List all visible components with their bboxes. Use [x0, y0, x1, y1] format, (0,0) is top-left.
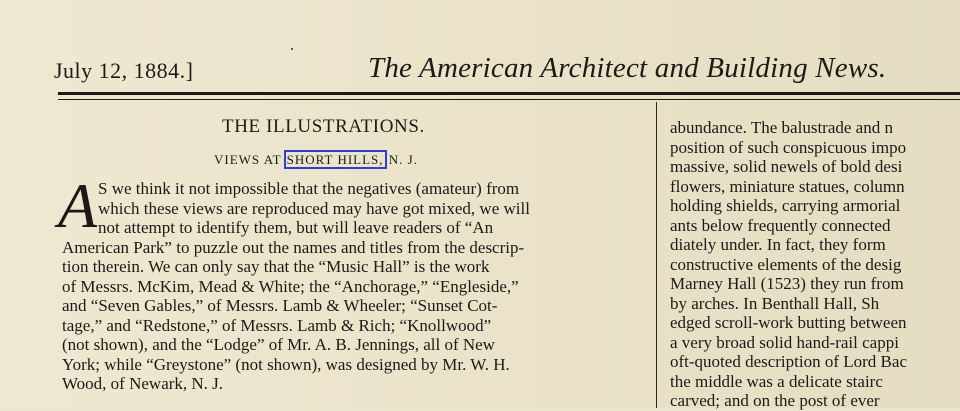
- right-column-line: flowers, miniature statues, column: [670, 176, 905, 196]
- body-line: American Park” to puzzle out the names and titles from the descrip-: [62, 237, 525, 257]
- body-line: not attempt to identify them, but will leave readers of “An: [98, 218, 494, 237]
- highlighted-place-name[interactable]: SHORT HILLS,: [286, 152, 384, 167]
- right-column-text: [670, 118, 960, 411]
- right-column-line: diately under. In fact, they form: [670, 235, 886, 254]
- body-line: S we think it not impossible that the negatives (amateur) from: [98, 179, 520, 198]
- body-line: of Messrs. McKim, Mead & White; the “Anchorage,” “Engleside,”: [62, 276, 519, 296]
- body-line: Wood, of Newark, N. J.: [62, 374, 224, 393]
- right-column-line: carved; and on the post of ever: [670, 391, 880, 410]
- right-column-line: ants below frequently connected: [670, 215, 891, 235]
- body-line: which these views are reproduced may have got mixed, we will: [98, 198, 530, 218]
- right-column-line: the middle was a delicate stairc: [670, 371, 883, 391]
- header-rule-thin: [58, 99, 960, 100]
- paper-speck: [291, 48, 293, 50]
- subtitle-prefix: VIEWS AT: [214, 152, 286, 167]
- right-column-line: massive, solid newels of bold desi: [670, 157, 903, 176]
- right-column-line: Marney Hall (1523) they run from: [670, 274, 904, 293]
- drop-cap: A: [58, 170, 98, 241]
- right-column-line: position of such conspicuous impo: [670, 137, 907, 157]
- right-column-line: holding shields, carrying armorial: [670, 196, 901, 215]
- right-column-line: edged scroll-work butting between: [670, 313, 907, 332]
- subtitle-suffix: N. J.: [384, 152, 418, 167]
- right-column-line: a very broad solid hand-rail cappi: [670, 332, 899, 352]
- right-column-line: constructive elements of the desig: [670, 254, 902, 274]
- body-line: York; while “Greystone” (not shown), was designed by Mr. W. H.: [62, 354, 510, 374]
- body-line: (not shown), and the “Lodge” of Mr. A. B. Jennings, all of New: [62, 335, 495, 354]
- body-line: and “Seven Gables,” of Messrs. Lamb & Wheeler; “Sunset Cot-: [62, 296, 498, 315]
- header-rule-thick: [58, 92, 960, 95]
- issue-date: July 12, 1884.]: [54, 58, 194, 83]
- article-subtitle: [214, 152, 418, 168]
- right-column-line: by arches. In Benthall Hall, Sh: [670, 293, 880, 313]
- body-line: tion therein. We can only say that the “Music Hall” is the work: [62, 257, 490, 276]
- column-divider: [656, 102, 657, 408]
- right-column-line: oft-quoted description of Lord Bac: [670, 352, 907, 371]
- right-column-line: abundance. The balustrade and n: [670, 118, 893, 137]
- body-line: tage,” and “Redstone,” of Messrs. Lamb & Rich; “Knollwood”: [62, 315, 492, 335]
- journal-title: The American Architect and Building News.: [368, 52, 887, 84]
- article-title: THE ILLUSTRATIONS.: [222, 116, 425, 137]
- article-body: [62, 179, 652, 394]
